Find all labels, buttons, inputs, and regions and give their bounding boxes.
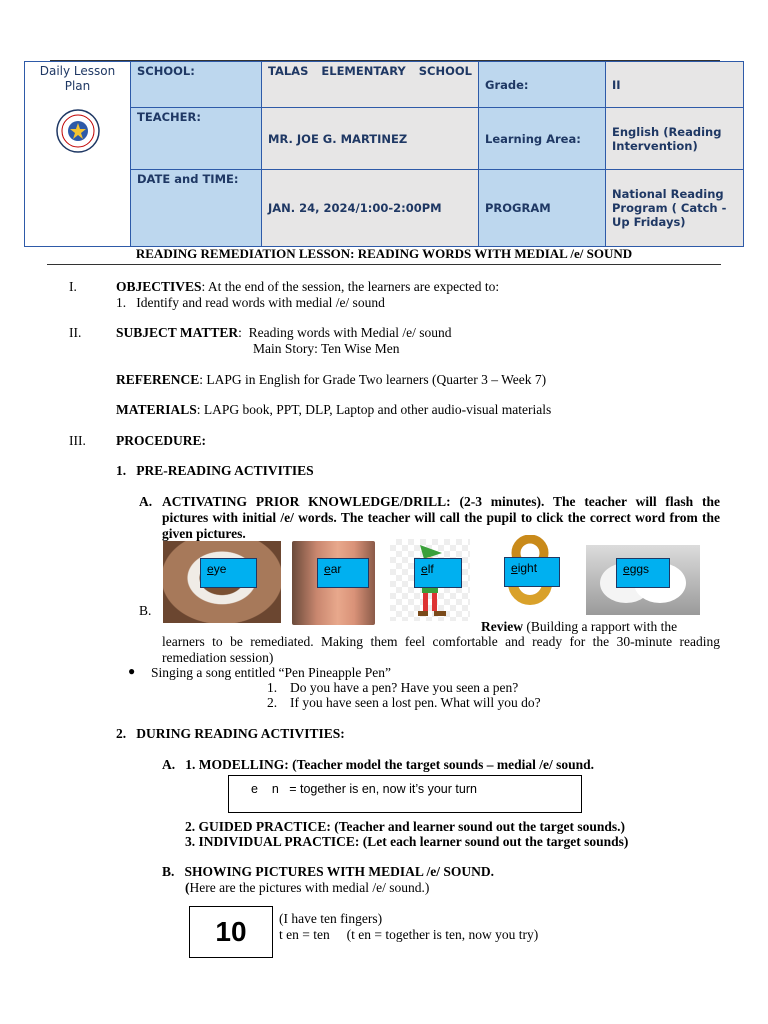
subject-text: : Reading words with Medial /e/ sound (238, 325, 452, 340)
ear-word-button[interactable]: ear (317, 558, 369, 588)
song-q1-number: 1. (267, 680, 278, 695)
subject-label: SUBJECT MATTER (116, 325, 239, 340)
pre-reading-heading: 1. PRE-READING ACTIVITIES (116, 463, 314, 478)
program-value: National Reading Program ( Catch -Up Fridays) (606, 170, 744, 247)
review-first-line (481, 619, 720, 635)
modelling-box-text: e n = together is en, now it’s your turn (251, 782, 477, 796)
grade-label: Grade: (479, 62, 606, 108)
procedure-number: III. (69, 433, 86, 448)
area-label: Learning Area: (479, 108, 606, 170)
ten-number-card: 10 (189, 906, 273, 958)
teacher-value: MR. JOE G. MARTINEZ (262, 108, 479, 170)
procedure-label: PROCEDURE: (116, 433, 206, 448)
subject-line (116, 325, 452, 341)
ten-line1: (I have ten fingers) (279, 911, 383, 926)
individual-practice: 3. INDIVIDUAL PRACTICE: (Let each learner sound out the target sounds) (185, 834, 629, 849)
song-q2-number: 2. (267, 695, 278, 710)
school-label: SCHOOL: (131, 62, 262, 108)
eight-word-button[interactable]: eight (504, 557, 560, 587)
logo-title: Daily Lesson Plan (39, 64, 116, 93)
school-value: TALAS ELEMENTARY SCHOOL (262, 62, 479, 108)
main-story: Main Story: Ten Wise Men (253, 341, 400, 356)
review-line1: (Building a rapport with the (522, 619, 678, 634)
objectives-number: I. (69, 279, 77, 294)
program-label: PROGRAM (479, 170, 606, 247)
during-reading-heading: 2. DURING READING ACTIVITIES: (116, 726, 345, 741)
ten-line2: t en = ten (t en = together is ten, now you try) (279, 927, 539, 942)
objectives-item: 1. Identify and read words with medial /e/ sound (116, 295, 385, 310)
date-label: DATE and TIME: (131, 170, 262, 247)
teacher-label: TEACHER: (131, 108, 262, 170)
song-title: Singing a song entitled “Pen Pineapple Pen” (151, 665, 391, 680)
subject-number: II. (69, 325, 82, 340)
logo-cell (25, 62, 131, 247)
review-label: Review (481, 619, 523, 634)
song-q1: Do you have a pen? Have you seen a pen? (290, 680, 519, 695)
showing-pictures-sub: (Here are the pictures with medial /e/ sound.) (185, 880, 430, 895)
reference-line (116, 372, 546, 388)
date-value: JAN. 24, 2024/1:00-2:00PM (262, 170, 479, 247)
objectives-line (116, 279, 499, 295)
modelling-heading: A. 1. MODELLING: (Teacher model the target sounds – medial /e/ sound. (162, 757, 595, 772)
reference-text: : LAPG in English for Grade Two learners (Quarter 3 – Week 7) (199, 372, 547, 387)
eggs-word-button[interactable]: eggs (616, 558, 670, 588)
lesson-title: READING REMEDIATION LESSON: READING WORDS WITH MEDIAL /e/ SOUND (47, 246, 721, 265)
bullet-icon: ● (128, 664, 136, 678)
grade-value: II (606, 62, 744, 108)
showing-pictures-heading: B. SHOWING PICTURES WITH MEDIAL /e/ SOUND. (162, 864, 495, 879)
materials-text: : LAPG book, PPT, DLP, Laptop and other audio-visual materials (196, 402, 552, 417)
area-value: English (Reading Intervention) (606, 108, 744, 170)
activating-text: ACTIVATING PRIOR KNOWLEDGE/DRILL: (2-3 minutes). The teacher will flash the pictures with initial /e/ words. The teacher will call the pupil to click the correct word from the given pictures. (162, 494, 720, 541)
materials-label: MATERIALS (116, 402, 197, 417)
review-rest: learners to be remediated. Making them feel comfortable and ready for the 30-minute reading remediation session) (162, 634, 720, 665)
deped-seal-icon (55, 108, 101, 154)
review-letter: B. (139, 603, 152, 618)
eye-word-button[interactable]: eye (200, 558, 257, 588)
elf-word-button[interactable]: elf (414, 558, 462, 588)
objectives-text: : At the end of the session, the learners are expected to: (201, 279, 500, 294)
modelling-box (228, 775, 582, 813)
objectives-label: OBJECTIVES (116, 279, 202, 294)
materials-line (116, 402, 551, 418)
song-q2: If you have seen a lost pen. What will you do? (290, 695, 541, 710)
lesson-header-table (24, 61, 744, 247)
reference-label: REFERENCE (116, 372, 200, 387)
guided-practice: 2. GUIDED PRACTICE: (Teacher and learner sound out the target sounds.) (185, 819, 626, 834)
activating-letter: A. (139, 494, 153, 509)
